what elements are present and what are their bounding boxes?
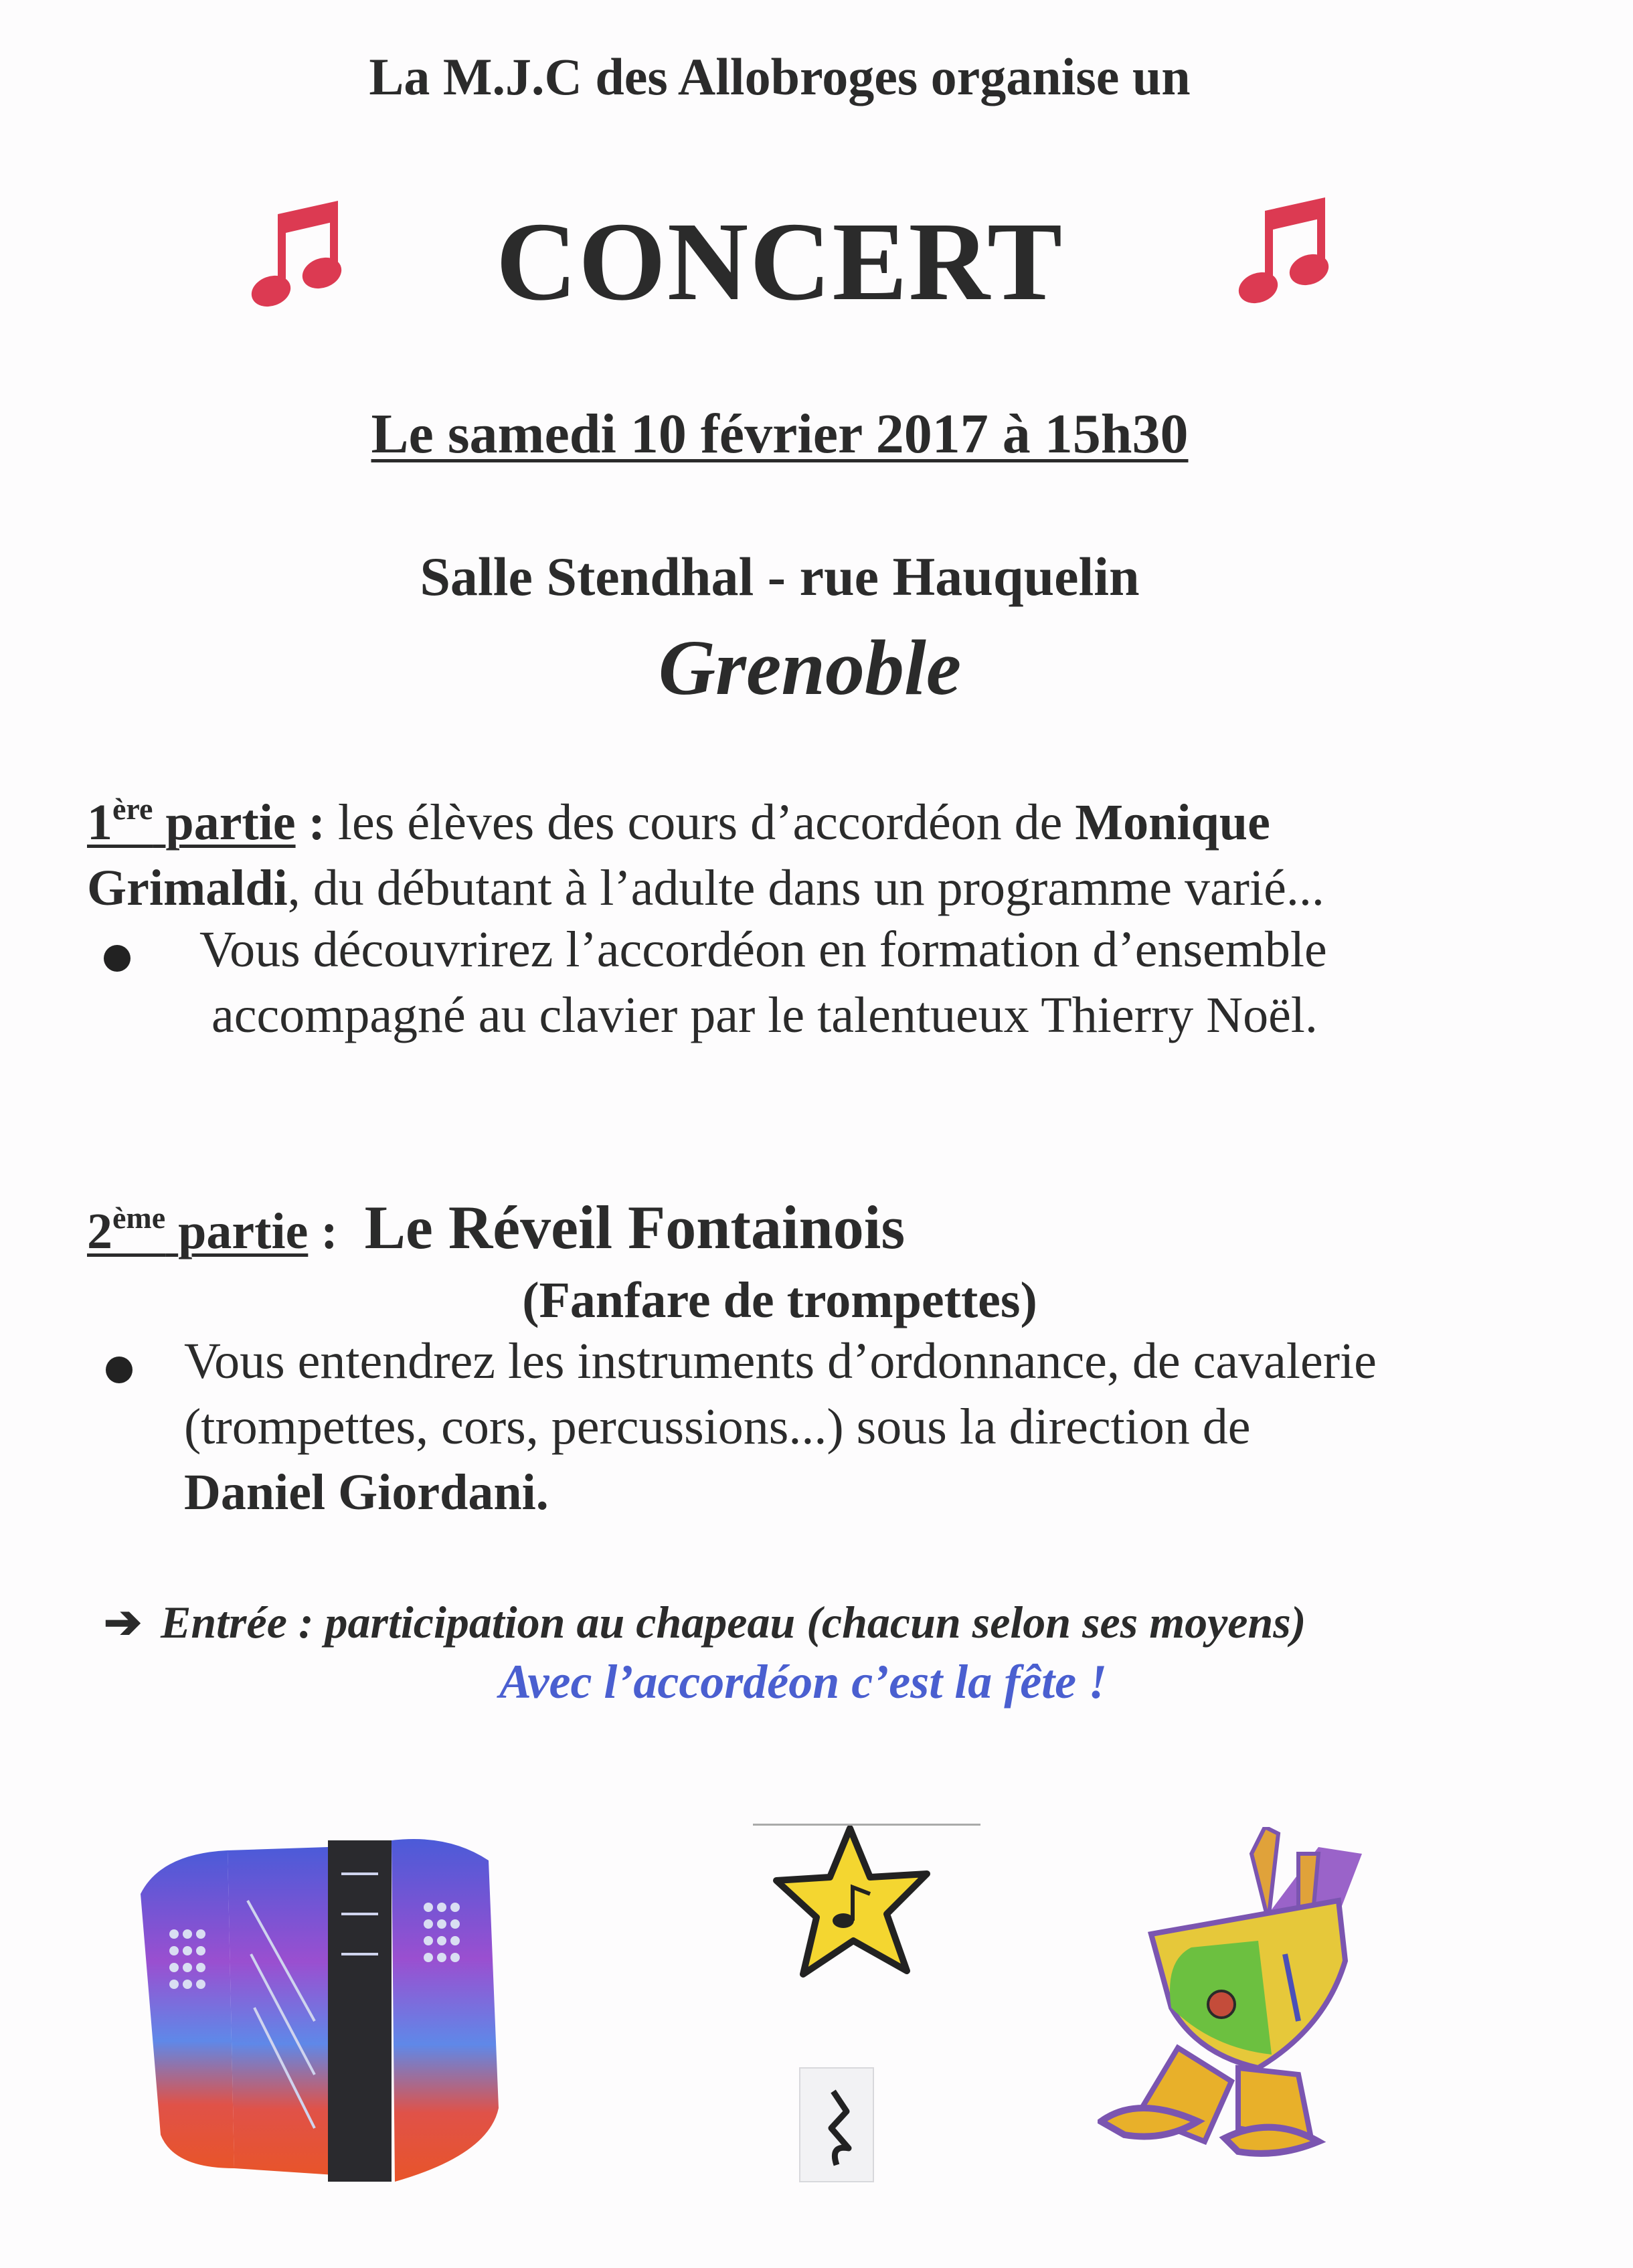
part2-heading: 2ème partie : Le Réveil Fontainois bbox=[87, 1193, 906, 1261]
part1-label: 1ère partie bbox=[87, 792, 296, 851]
part2-bullet: Vous entendrez les instruments d’ordonnance, de cavalerie (trompettes, cors, percussions...) sous la direction de Daniel Giordani. bbox=[184, 1328, 1589, 1525]
divider-line bbox=[753, 1824, 980, 1826]
part1-paragraph: 1ère partie : les élèves des cours d’accordéon de Monique Grimaldi, du débutant à l’adulte dans un programme varié... bbox=[87, 792, 1324, 916]
part1-bullet: Vous découvrirez l’accordéon en formation d’ensemble accompagné au clavier par le talentueux Thierry Noël. bbox=[199, 922, 1327, 1043]
entry-info: ➔ Entrée : participation au chapeau (chacun selon ses moyens) bbox=[104, 1597, 1306, 1648]
motto: Avec l’accordéon c’est la fête ! bbox=[499, 1655, 1108, 1709]
teacher-first-name: Monique bbox=[1075, 794, 1270, 851]
event-date: Le samedi 10 février 2017 à 15h30 bbox=[371, 403, 1189, 465]
trumpets-illustration bbox=[1098, 1827, 1392, 2162]
part2-label: 2ème partie bbox=[87, 1201, 309, 1259]
venue-city: Grenoble bbox=[658, 624, 962, 711]
rest-symbol-illustration bbox=[796, 2065, 877, 2185]
accordion-illustration bbox=[134, 1820, 509, 2195]
band-subtitle: (Fanfare de trompettes) bbox=[522, 1272, 1037, 1328]
venue-hall: Salle Stendhal - rue Hauquelin bbox=[420, 546, 1140, 607]
arrow-right-icon: ➔ bbox=[104, 1597, 142, 1648]
concert-title: CONCERT bbox=[495, 199, 1064, 324]
organizer-line: La M.J.C des Allobroges organise un bbox=[369, 48, 1191, 106]
director-name: Daniel Giordani. bbox=[184, 1464, 549, 1520]
bullet-icon bbox=[106, 1357, 133, 1383]
teacher-last-name: Grimaldi bbox=[87, 860, 288, 916]
star-note-illustration bbox=[763, 1820, 944, 1988]
band-name: Le Réveil Fontainois bbox=[364, 1193, 906, 1261]
music-note-icon bbox=[1238, 197, 1332, 311]
bullet-icon bbox=[104, 945, 131, 972]
